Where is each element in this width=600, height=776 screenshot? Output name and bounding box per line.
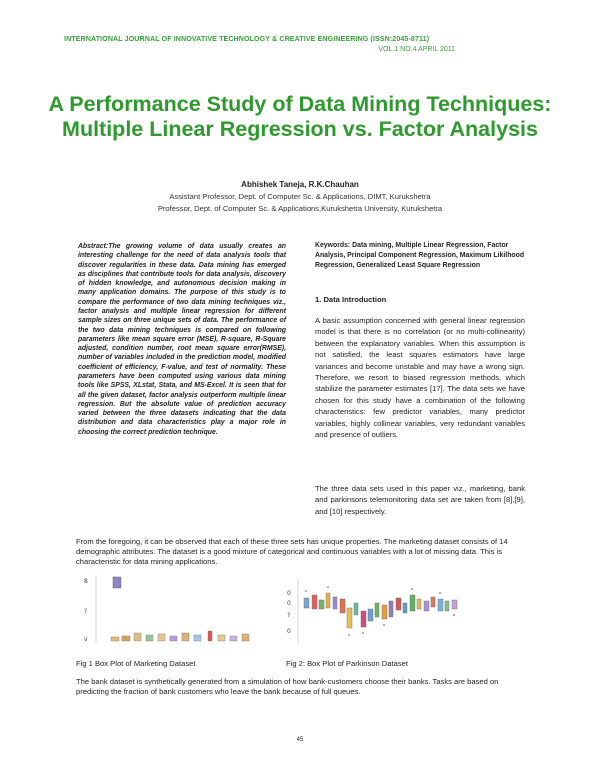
affiliation-2: Professor, Dept. of Computer Sc. & Applications,Kurukshetra University, Kurukshetra xyxy=(157,204,443,213)
fig1-box xyxy=(146,635,153,641)
fig2-box xyxy=(375,603,379,617)
fig1-box xyxy=(230,636,237,641)
fig1-box xyxy=(134,633,141,641)
volume-issue: VOL.1 NO.4 APRIL 2011 xyxy=(378,46,455,53)
fig2-box xyxy=(368,609,373,621)
fig2-box xyxy=(340,599,345,613)
fig2-box xyxy=(403,603,407,613)
section-heading: 1. Data Introduction xyxy=(315,295,387,304)
keywords: Keywords: Data mining, Multiple Linear Regression, Factor Analysis, Principal Component Regression, Maximum Likilhood Regression, Generalized Least Square Regression xyxy=(315,242,525,269)
svg-text:v: v xyxy=(84,636,88,643)
fig1-box xyxy=(113,577,121,588)
fig2-box xyxy=(382,605,387,619)
fig2-box xyxy=(431,597,435,607)
figure-2-box-plot xyxy=(284,573,474,653)
fig1-box xyxy=(194,635,201,641)
paragraph-full-2: The bank dataset is synthetically generated from a simulation of how bank-customers choose their banks. Tasks are based on predicting the fraction of bank customers who leave the bank because of full queues. xyxy=(76,677,499,696)
fig2-box xyxy=(424,601,429,611)
fig1-box xyxy=(170,636,177,641)
svg-text:?: ? xyxy=(287,612,291,619)
fig2-box xyxy=(452,600,457,609)
fig2-box xyxy=(417,599,421,609)
affiliation-1: Assistant Professor, Dept. of Computer Sc. & Applications, DIMT, Kurukshetra xyxy=(169,192,431,201)
fig2-box xyxy=(389,601,393,617)
fig2-box xyxy=(312,595,317,609)
svg-text:0: 0 xyxy=(287,590,291,597)
paragraph-1: A basic assumption concerned with general linear regression model is that there is no correlation (or no multi-collinearity) between the explanatory variables. When this assumption is not satisfied, the least squares estimators have large variances and become unstable and may have a wrong sign. Therefore, we resort to biased regression methods, which stabilize the parameter estimates [17]. The data sets we have chosen for this study have a combination of the following characteristics: few predictor variables, many predictor variables, highly collinear variables, very redundant variables and presence of outliers. xyxy=(315,316,525,440)
svg-text:0: 0 xyxy=(287,600,291,607)
figure-2-caption: Fig 2: Box Plot of Parkinson Dataset xyxy=(286,659,408,668)
fig1-box xyxy=(208,631,212,641)
fig1-box xyxy=(111,637,119,641)
fig2-box xyxy=(347,608,352,628)
fig2-box xyxy=(361,611,366,627)
fig2-box xyxy=(333,597,337,609)
paper-title: A Performance Study of Data Mining Techniques: Multiple Linear Regression vs. Factor Analysis xyxy=(48,92,552,141)
fig2-box xyxy=(445,601,449,611)
figure-1-box-plot xyxy=(76,573,276,653)
fig2-box xyxy=(326,593,330,608)
svg-text:8: 8 xyxy=(84,578,88,585)
figure-1-caption: Fig 1 Box Plot of Marketing Dataset xyxy=(76,659,196,668)
paragraph-full-1: From the foregoing, it can be observed that each of these three sets has unique properties. The marketing dataset consists of 14 demographic attributes. The dataset is a good mixture of categorical and continuous variables with a lot of missing data. This is characteristic for data mining applications. xyxy=(76,537,508,566)
fig2-box xyxy=(354,603,358,615)
fig2-box xyxy=(438,599,443,611)
fig1-box xyxy=(242,634,249,641)
fig1-box xyxy=(158,634,165,641)
fig2-box xyxy=(410,595,415,611)
fig1-box xyxy=(218,635,225,641)
journal-name: INTERNATIONAL JOURNAL OF INNOVATIVE TECHNOLOGY & CREATIVE ENGINEERING (ISSN:2045-8711) xyxy=(64,35,430,43)
paragraph-2: The three data sets used in this paper viz., marketing, bank and parkinsons telemonitoring data set are taken from [8],[9], and [10] respectively. xyxy=(315,484,525,516)
svg-text:0: 0 xyxy=(287,628,291,635)
authors: Abhishek Taneja, R.K.Chauhan xyxy=(241,180,359,189)
fig2-box xyxy=(319,600,324,609)
fig1-box xyxy=(182,633,189,641)
abstract: Abstract:The growing volume of data usually creates an interesting challenge for the need of data analysis tools that discover regularities in these data. Data mining has emerged as disciplines that contribute tools for data analysis, discovery of hidden knowledge, and autonomous decision making in many application domains. The purpose of this study is to compare the performance of two data mining techniques viz., factor analysis and multiple linear regression for different sample sizes on three unique sets of data. The performance of the two data mining techniques is compared on following parameters like mean square error (MSE), R-square, R-Square adjusted, condition number, root mean square error(RMSE), number of variables included in the prediction model, modified coefficient of efficiency, F-value, and test of normality. These parameters have been computed using various data mining tools like SPSS, XLstat, Stata, and MS-Excel. It is seen that for all the given dataset, factor analysis outperform multiple linear regression. But the absolute value of prediction accuracy varied between the three datasets indicating that the data distribution and data characteristics play a major role in choosing the correct prediction technique. xyxy=(78,243,286,436)
svg-text:?: ? xyxy=(84,608,88,615)
fig2-box xyxy=(396,598,401,610)
fig2-box xyxy=(304,598,309,608)
page-number: 45 xyxy=(296,737,304,743)
fig1-box xyxy=(122,636,130,641)
